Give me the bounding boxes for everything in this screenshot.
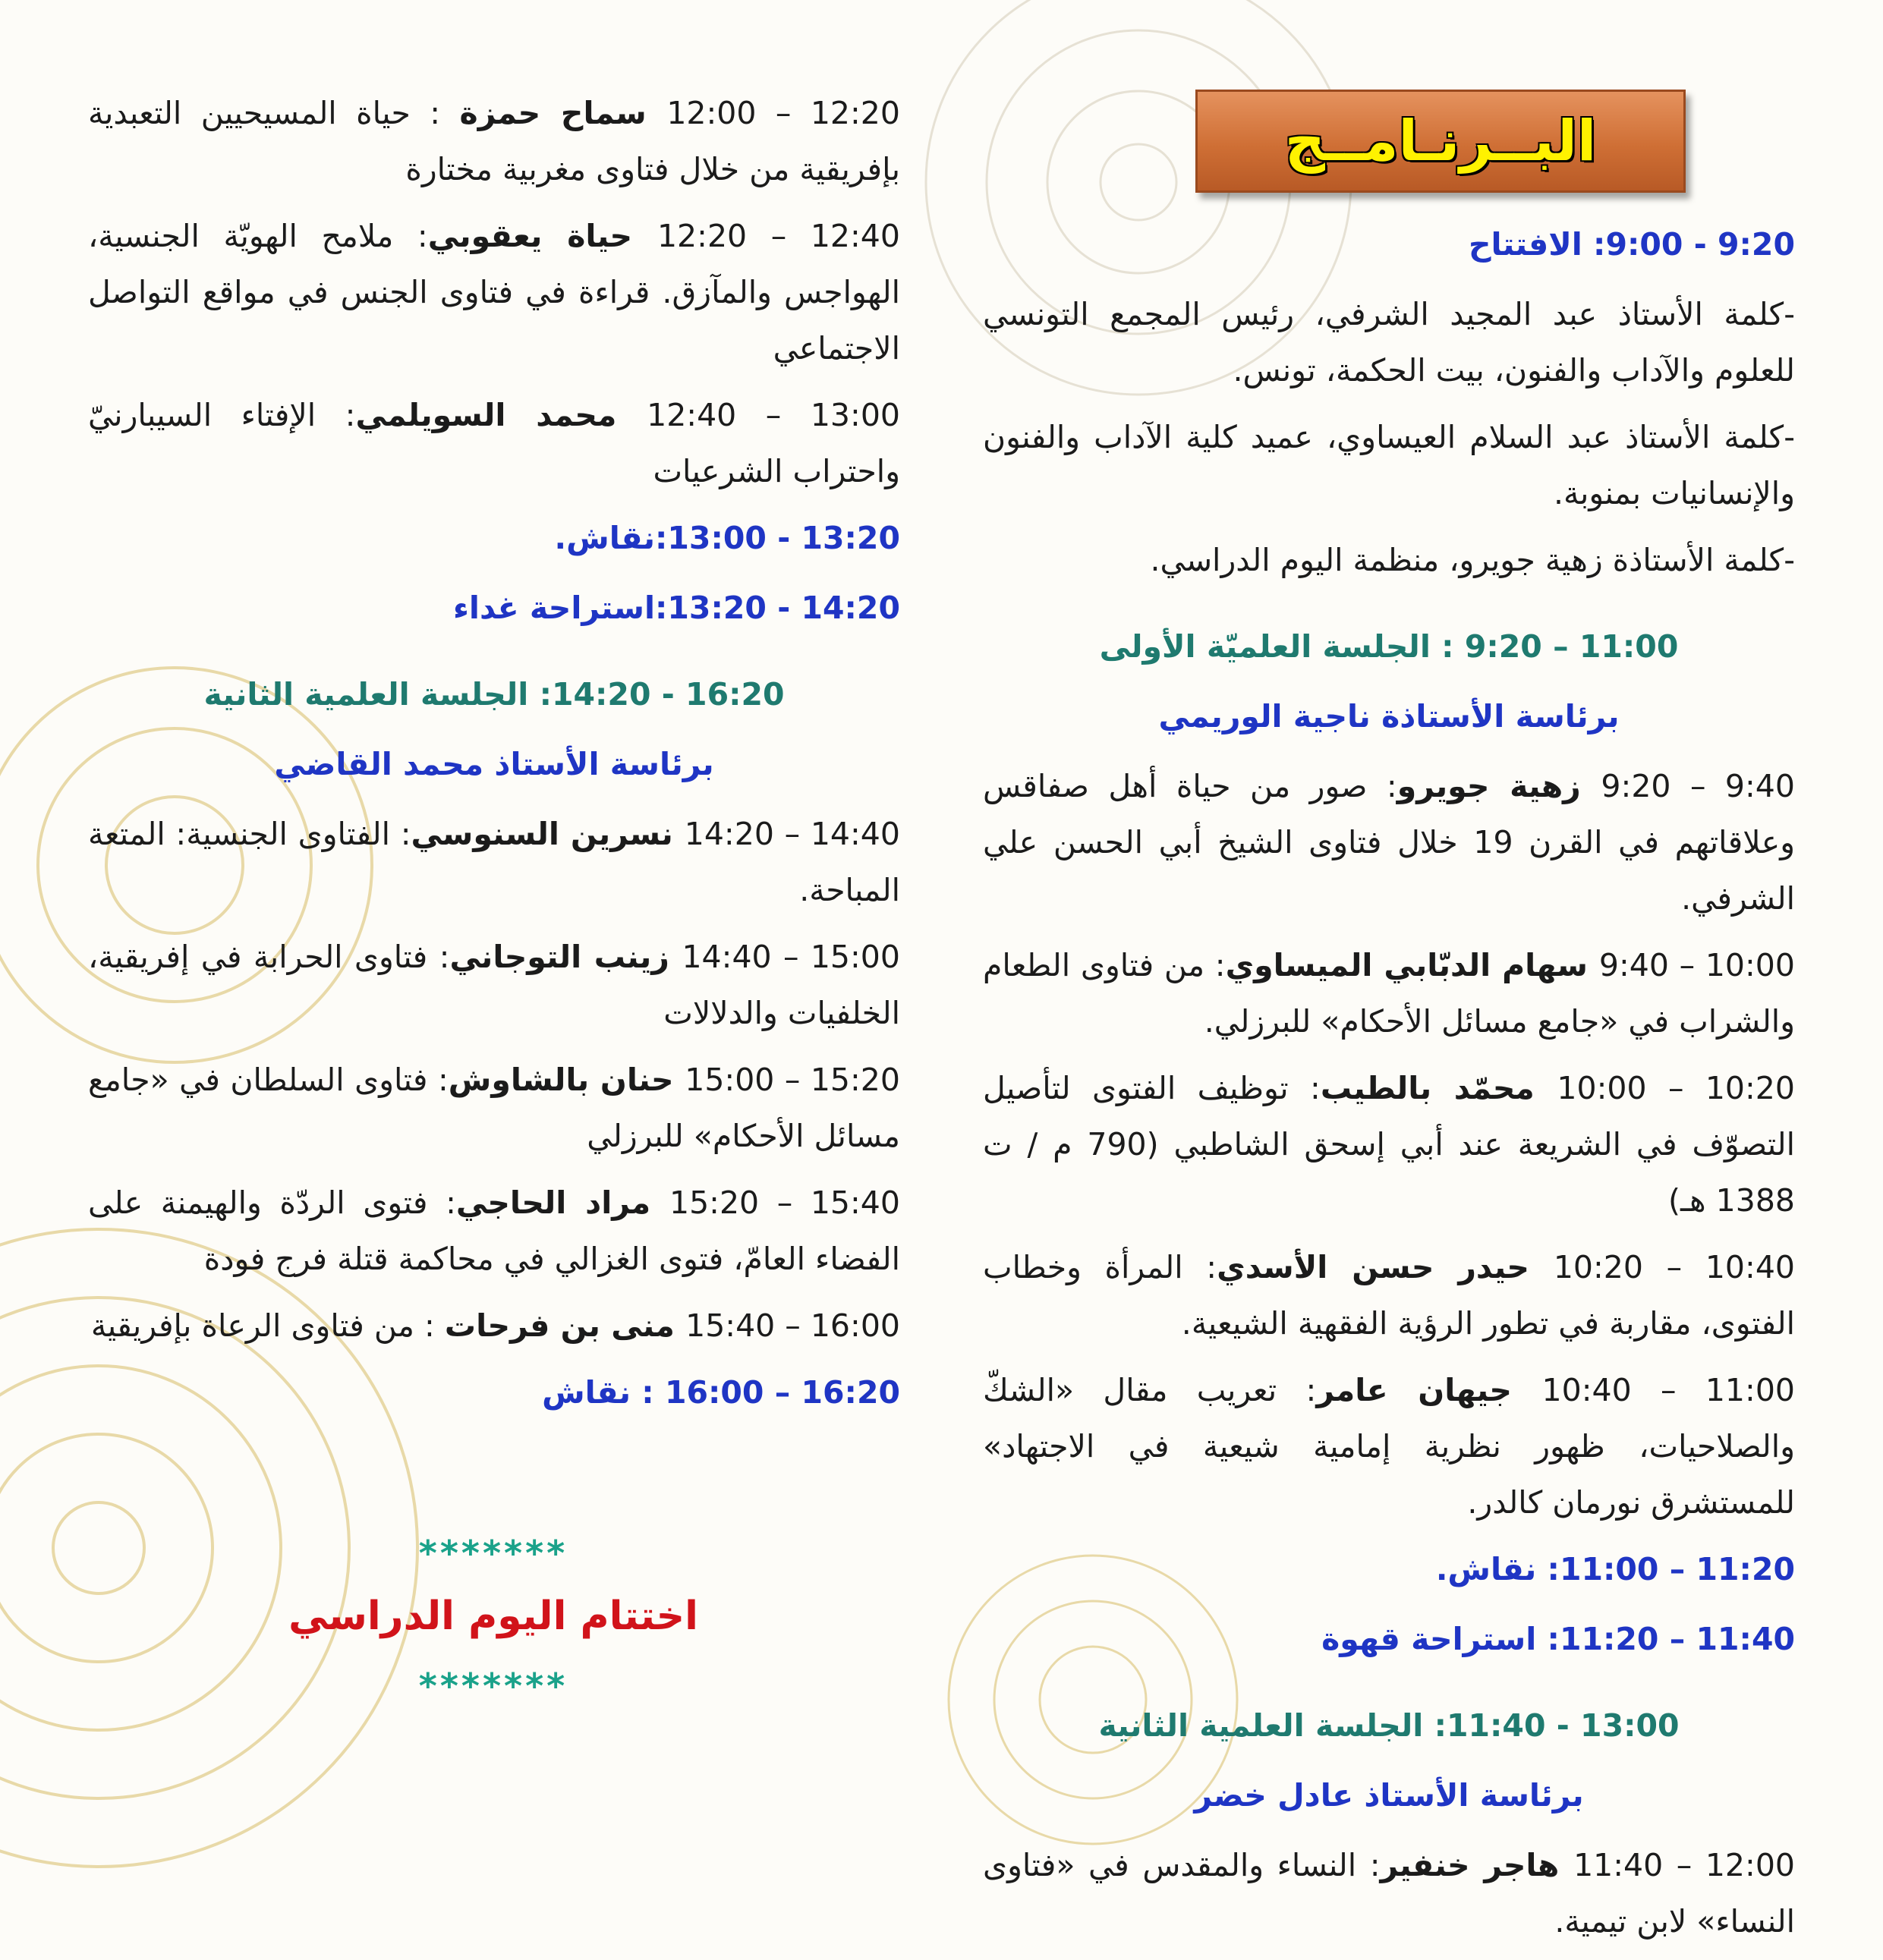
speaker-name: هاجر خنفير <box>1380 1847 1574 1883</box>
time-slot: 15:20 – 15:40 <box>669 1184 900 1221</box>
time-slot: 12:20 – 12:40 <box>657 218 900 254</box>
item-text: : الجلسة العلمية الثانية <box>1098 1707 1447 1744</box>
speaker-name: نسرين السنوسي <box>411 816 685 852</box>
time-slot: 10:20 – 10:40 <box>1553 1249 1795 1285</box>
time-slot: 10:40 – 11:00 <box>1541 1372 1795 1408</box>
left-column <box>88 85 900 1434</box>
time-slot: 11:20 – 11:40 <box>1559 1621 1795 1657</box>
schedule-item <box>88 929 900 1041</box>
item-text: -كلمة الأستاذ عبد السلام العيساوي، عميد كلية الآداب والفنون والإنسانيات بمنوبة. <box>983 419 1795 511</box>
item-text: برئاسة الأستاذة ناجية الوريمي <box>1158 698 1620 735</box>
schedule-item <box>88 1298 900 1354</box>
item-text: : الفتاوى الجنسية: المتعة المباحة. <box>88 816 900 908</box>
item-text: -كلمة الأستاذ عبد المجيد الشرفي، رئيس المجمع التونسي للعلوم والآداب والفنون، بيت الحكمة، تونس. <box>983 296 1795 389</box>
schedule-item <box>983 758 1795 927</box>
schedule-item <box>88 387 900 499</box>
time-slot: 14:20 – 14:40 <box>684 816 900 852</box>
time-slot: 9:20 – 9:40 <box>1601 768 1795 804</box>
item-text: : استراحة قهوة <box>1321 1621 1560 1657</box>
schedule-item <box>983 1837 1795 1949</box>
time-slot: 9:20 – 11:00 <box>1464 628 1679 665</box>
item-text: : ملامح الهويّة الجنسية، الهواجس والمآزق. قراءة في فتاوى الجنس في مواقع التواصل الاجتماعي <box>88 218 900 367</box>
speaker-name: جيهان عامر <box>1316 1372 1542 1408</box>
time-slot: 14:20 - 16:20 <box>551 676 785 713</box>
schedule-item <box>88 85 900 197</box>
speaker-name: حياة يعقوبي <box>427 218 657 254</box>
schedule-item <box>88 666 900 722</box>
schedule-item <box>88 806 900 918</box>
item-text: : النساء والمقدس في «فتاوى النساء» لابن تيمية. <box>983 1847 1795 1940</box>
schedule-item <box>983 618 1795 675</box>
item-text: : من فتاوى الرعاة بإفريقية <box>90 1307 445 1344</box>
time-slot: 16:00 – 16:20 <box>664 1374 900 1411</box>
item-text: : فتوى الردّة والهيمنة على الفضاء العامّ، فتوى الغزالي في محاكمة قتلة فرج فودة <box>88 1184 900 1277</box>
closing-title: اختتام اليوم الدراسي <box>288 1593 698 1639</box>
speaker-name: مراد الحاجي <box>455 1184 669 1221</box>
item-text: : الإفتاء السيبارنيّ واحتراب الشرعيات <box>88 397 900 489</box>
program-title: البــرنـامــج <box>1284 109 1597 174</box>
schedule-item <box>983 1767 1795 1823</box>
time-slot: 15:00 – 15:20 <box>685 1062 900 1098</box>
schedule-item <box>88 1052 900 1164</box>
speaker-name: حنان بالشاوش <box>448 1062 685 1098</box>
program-title-box <box>1195 90 1686 193</box>
right-column <box>983 216 1795 1960</box>
time-slot: 11:40 - 13:00 <box>1446 1707 1680 1744</box>
time-slot: 11:00 – 11:20 <box>1559 1551 1795 1587</box>
time-slot: 11:40 – 12:00 <box>1573 1847 1795 1883</box>
item-text: : نقاش. <box>1435 1551 1560 1587</box>
schedule-item <box>88 736 900 792</box>
speaker-name: حيدر حسن الأسدي <box>1217 1249 1554 1285</box>
stars-divider-top: ******* <box>418 1533 568 1574</box>
time-slot: 14:40 – 15:00 <box>682 939 900 975</box>
speaker-name: محمد السويلمي <box>355 397 647 433</box>
item-text: : حياة المسيحيين التعبدية بإفريقية من خلال فتاوى مغربية مختارة <box>88 95 900 187</box>
schedule-item <box>983 1239 1795 1351</box>
item-text: : المرأة وخطاب الفتوى، مقاربة في تطور الرؤية الفقهية الشيعية. <box>983 1249 1795 1342</box>
time-slot: 13:20 - 14:20 <box>667 590 900 626</box>
time-slot: 15:40 – 16:00 <box>685 1307 900 1344</box>
schedule-item <box>983 1611 1795 1667</box>
schedule-item <box>983 1362 1795 1531</box>
item-text: : الجلسة العلمية الثانية <box>203 676 552 713</box>
item-text: : تعريب مقال «الشكّ والصلاحيات، ظهور نظرية إمامية شيعية في الاجتهاد» للمستشرق نورمان كالدر. <box>983 1372 1795 1521</box>
speaker-name: زينب التوجاني <box>449 939 682 975</box>
schedule-item <box>88 208 900 376</box>
time-slot: 12:40 – 13:00 <box>647 397 900 433</box>
schedule-item <box>88 1175 900 1287</box>
time-slot: 13:00 - 13:20 <box>667 520 900 556</box>
time-slot: 9:40 – 10:00 <box>1598 947 1795 983</box>
speaker-name: منى بن فرحات <box>444 1307 686 1344</box>
schedule-item <box>88 1364 900 1420</box>
schedule-item <box>983 286 1795 398</box>
schedule-item <box>88 510 900 566</box>
speaker-name: محمّد بالطيب <box>1320 1070 1557 1106</box>
item-text: : الجلسة العلميّة الأولى <box>1099 628 1465 665</box>
item-text: برئاسة الأستاذ عادل خضر <box>1194 1777 1584 1814</box>
time-slot: 10:00 – 10:20 <box>1557 1070 1795 1106</box>
schedule-item <box>983 688 1795 744</box>
schedule-item <box>88 580 900 636</box>
stars-divider-bottom: ******* <box>418 1666 568 1707</box>
item-text: برئاسة الأستاذ محمد القاضي <box>274 746 714 782</box>
item-text: -كلمة الأستاذة زهية جويرو، منظمة اليوم الدراسي. <box>1150 542 1795 578</box>
item-text: : من فتاوى الطعام والشراب في «جامع مسائل الأحكام» للبرزلي. <box>983 947 1795 1040</box>
schedule-item <box>983 216 1795 272</box>
schedule-item <box>983 937 1795 1049</box>
item-text: : نقاش <box>542 1374 665 1411</box>
item-text: :نقاش. <box>554 520 668 556</box>
item-text: : فتاوى السلطان في «جامع مسائل الأحكام» للبرزلي <box>88 1062 900 1154</box>
schedule-item <box>983 1697 1795 1754</box>
item-text: : فتاوى الحرابة في إفريقية، الخلفيات والدلالات <box>88 939 900 1031</box>
schedule-item <box>983 409 1795 521</box>
speaker-name: سماح حمزة <box>459 95 667 131</box>
schedule-item <box>983 1541 1795 1597</box>
time-slot: 12:00 – 12:20 <box>666 95 900 131</box>
item-text: :استراحة غداء <box>452 590 668 626</box>
item-text: : توظيف الفتوى لتأصيل التصوّف في الشريعة عند أبي إسحق الشاطبي (790 م / ت 1388 هـ) <box>983 1070 1796 1219</box>
schedule-item <box>983 1060 1795 1229</box>
item-text: : الافتتاح <box>1468 226 1606 263</box>
time-slot: 9:00 - 9:20 <box>1605 226 1795 263</box>
schedule-item <box>983 532 1795 588</box>
speaker-name: سهام الدبّابي الميساوي <box>1225 947 1599 983</box>
item-text: : صور من حياة أهل صفاقس وعلاقاتهم في القرن 19 خلال فتاوى الشيخ أبي الحسن علي الشرفي. <box>983 768 1795 917</box>
speaker-name: زهية جويرو <box>1397 768 1601 804</box>
